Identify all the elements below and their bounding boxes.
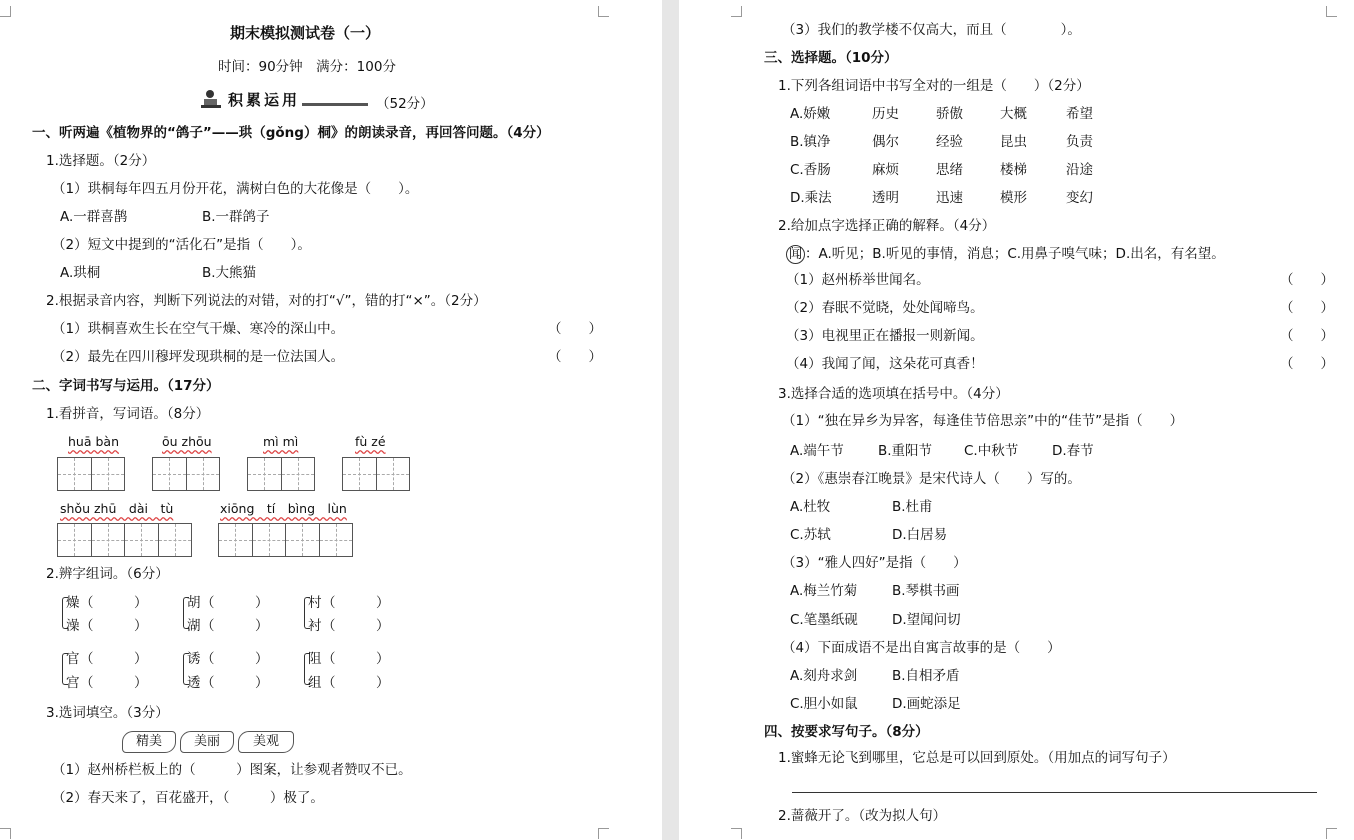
question-1-1: 1.选择题。（2分）	[46, 153, 156, 169]
word-tag: 精美	[122, 731, 176, 753]
question-1-1-1: （1）珙桐每年四五月份开花，满树白色的大花像是（ ）。	[52, 181, 419, 197]
pinyin-label: xiōng tí bìng lùn	[220, 501, 347, 516]
option: D.画蛇添足	[892, 696, 961, 712]
section-4-heading: 四、按要求写句子。（8分）	[764, 724, 929, 740]
char: 湖	[187, 618, 201, 634]
question-1-1-2: （2）短文中提到的“活化石”是指（ ）。	[52, 237, 311, 253]
section-3-heading: 三、选择题。（10分）	[764, 50, 898, 66]
option: D.望闻问切	[892, 612, 961, 628]
option-b: B.一群鸽子	[202, 209, 270, 225]
option: A.梅兰竹菊	[790, 583, 858, 599]
definition-item: （2）春眠不觉晓，处处闻啼鸟。	[786, 300, 984, 316]
option: B.自相矛盾	[892, 668, 960, 684]
word-option: 昆虫	[1000, 134, 1027, 150]
writing-grid[interactable]	[152, 457, 220, 491]
fill-sentence-1: （1）赵州桥栏板上的（ ）图案，让参观者赞叹不已。	[52, 762, 412, 778]
word-tag: 美丽	[180, 731, 234, 753]
option: C.胆小如鼠	[790, 696, 858, 712]
page-corner-mark	[731, 6, 742, 17]
option: B.杜甫	[892, 499, 933, 515]
sentence-task-1: 1.蜜蜂无论飞到哪里，它总是可以回到原处。（用加点的词写句子）	[778, 750, 1176, 766]
option: D.春节	[1052, 443, 1094, 459]
answer-paren[interactable]: （ ）	[548, 321, 602, 337]
section-2-heading: 二、字词书写与运用。（17分）	[32, 378, 220, 394]
word-tag: 美观	[238, 731, 294, 753]
section-banner	[198, 88, 370, 110]
answer-paren[interactable]: （ ）	[322, 651, 390, 667]
definition-item: （4）我闻了闻，这朵花可真香！	[786, 356, 984, 372]
option: A.刻舟求剑	[790, 668, 858, 684]
word-option: 大概	[1000, 106, 1027, 122]
word-option: 思绪	[936, 162, 963, 178]
answer-line[interactable]	[792, 792, 1317, 793]
definition-item: （1）赵州桥举世闻名。	[786, 272, 930, 288]
word-option: 历史	[872, 106, 899, 122]
char: 澡	[66, 618, 80, 634]
sentence-task-2: 2.蔷薇开了。（改为拟人句）	[778, 808, 947, 824]
answer-paren[interactable]: （ ）	[322, 595, 390, 611]
char: 官	[66, 651, 80, 667]
word-option: 沿途	[1066, 162, 1093, 178]
word-option: 麻烦	[872, 162, 899, 178]
writing-grid[interactable]	[247, 457, 315, 491]
page-corner-mark	[731, 828, 742, 839]
pinyin-label: huā bàn	[68, 434, 119, 449]
char: 透	[187, 675, 201, 691]
option: C.笔墨纸砚	[790, 612, 858, 628]
answer-paren[interactable]: （ ）	[322, 618, 390, 634]
word-option: 骄傲	[936, 106, 963, 122]
left-page	[0, 0, 662, 840]
answer-paren[interactable]: （ ）	[1280, 300, 1334, 316]
option-a: A.珙桐	[60, 265, 101, 281]
word-option: 变幻	[1066, 190, 1093, 206]
option: B.重阳节	[878, 443, 933, 459]
question-2-1: 1.看拼音，写词语。（8分）	[46, 406, 210, 422]
definition-text: ：A.听见；B.听见的事情，消息；C.用鼻子嗅气味；D.出名，有名望。	[805, 246, 1225, 262]
answer-paren[interactable]: （ ）	[1280, 328, 1334, 344]
section-1-heading: 一、听两遍《植物界的“鸽子”——珙（gǒng）桐》的朗读录音，再回答问题。（4分）	[32, 125, 550, 141]
sub-question: （1）“独在异乡为异客，每逢佳节倍思亲”中的“佳节”是指（ ）	[782, 413, 1184, 429]
option: B.琴棋书画	[892, 583, 960, 599]
word-option: 偶尔	[872, 134, 899, 150]
sub-question: （2）《惠崇春江晚景》是宋代诗人（ ）写的。	[782, 471, 1081, 487]
pinyin-label: shǒu zhū dài tù	[60, 501, 174, 516]
answer-paren[interactable]: （ ）	[201, 618, 269, 634]
exam-title: 期末模拟测试卷（一）	[230, 24, 381, 42]
circled-char: 闻	[786, 245, 805, 264]
word-option: D.乘法	[790, 190, 832, 206]
option-a: A.一群喜鹊	[60, 209, 128, 225]
char: 胡	[187, 595, 201, 611]
banner-label: 积累运用	[228, 91, 301, 109]
char: 组	[308, 675, 322, 691]
word-option: 透明	[872, 190, 899, 206]
char: 阻	[308, 651, 322, 667]
question-3-3: 3.选择合适的选项填在括号中。（4分）	[778, 386, 1009, 402]
page-corner-mark	[1326, 828, 1337, 839]
word-option: 希望	[1066, 106, 1093, 122]
banner-underline	[302, 103, 368, 106]
question-2-3: 3.选词填空。（3分）	[46, 705, 169, 721]
answer-paren[interactable]: （ ）	[201, 651, 269, 667]
option: C.苏轼	[790, 527, 831, 543]
fill-sentence-3: （3）我们的教学楼不仅高大，而且（ ）。	[782, 22, 1081, 38]
page-corner-mark	[598, 6, 609, 17]
pinyin-label: ōu zhōu	[162, 434, 212, 449]
char: 诱	[187, 651, 201, 667]
word-option: 经验	[936, 134, 963, 150]
writing-grid[interactable]	[57, 457, 125, 491]
question-3-2: 2.给加点字选择正确的解释。（4分）	[778, 218, 996, 234]
word-option: 负责	[1066, 134, 1093, 150]
char: 宫	[66, 675, 80, 691]
answer-paren[interactable]: （ ）	[80, 595, 148, 611]
answer-paren[interactable]: （ ）	[80, 675, 148, 691]
answer-paren[interactable]: （ ）	[201, 675, 269, 691]
statement-1: （1）珙桐喜欢生长在空气干燥、寒冷的深山中。	[52, 321, 345, 337]
option: C.中秋节	[964, 443, 1019, 459]
page-corner-mark	[598, 828, 609, 839]
answer-paren[interactable]: （ ）	[322, 675, 390, 691]
word-option: C.香肠	[790, 162, 831, 178]
question-2-2: 2.辨字组词。（6分）	[46, 566, 169, 582]
definition-item: （3）电视里正在播报一则新闻。	[786, 328, 984, 344]
pinyin-label: mì mì	[263, 434, 299, 449]
answer-paren[interactable]: （ ）	[548, 349, 602, 365]
answer-paren[interactable]: （ ）	[1280, 356, 1334, 372]
page-corner-mark	[1326, 6, 1337, 17]
char: 燥	[66, 595, 80, 611]
word-option: 模形	[1000, 190, 1027, 206]
fill-sentence-2: （2）春天来了，百花盛开，（ ）极了。	[52, 790, 324, 806]
option: D.白居易	[892, 527, 948, 543]
word-option: 楼梯	[1000, 162, 1027, 178]
char: 衬	[308, 618, 322, 634]
pinyin-label: fù zé	[355, 434, 386, 449]
word-option: B.镇净	[790, 134, 831, 150]
statement-2: （2）最先在四川穆坪发现珙桐的是一位法国人。	[52, 349, 345, 365]
student-reading-icon	[198, 88, 224, 110]
question-1-2: 2.根据录音内容，判断下列说法的对错，对的打“√”，错的打“×”。（2分）	[46, 293, 487, 309]
option: A.端午节	[790, 443, 844, 459]
sub-question: （4）下面成语不是出自寓言故事的是（ ）	[782, 640, 1061, 656]
option: A.杜牧	[790, 499, 831, 515]
word-option: 迅速	[936, 190, 963, 206]
question-3-1: 1.下列各组词语中书写全对的一组是（ ）（2分）	[778, 78, 1090, 94]
sub-question: （3）“雅人四好”是指（ ）	[782, 555, 967, 571]
answer-paren[interactable]: （ ）	[201, 595, 269, 611]
writing-grid[interactable]	[342, 457, 410, 491]
writing-grid[interactable]	[57, 523, 192, 557]
page-corner-mark	[0, 828, 11, 839]
page-gutter	[662, 0, 679, 840]
writing-grid[interactable]	[218, 523, 353, 557]
option-b: B.大熊猫	[202, 265, 257, 281]
definition-line	[786, 245, 1225, 264]
char: 村	[308, 595, 322, 611]
answer-paren[interactable]: （ ）	[80, 618, 148, 634]
exam-time-info: 时间：90分钟 满分：100分	[218, 59, 396, 75]
answer-paren[interactable]: （ ）	[80, 651, 148, 667]
word-option: A.娇嫩	[790, 106, 831, 122]
banner-score: （52分）	[376, 96, 434, 112]
answer-paren[interactable]: （ ）	[1280, 272, 1334, 288]
page-corner-mark	[0, 6, 11, 17]
